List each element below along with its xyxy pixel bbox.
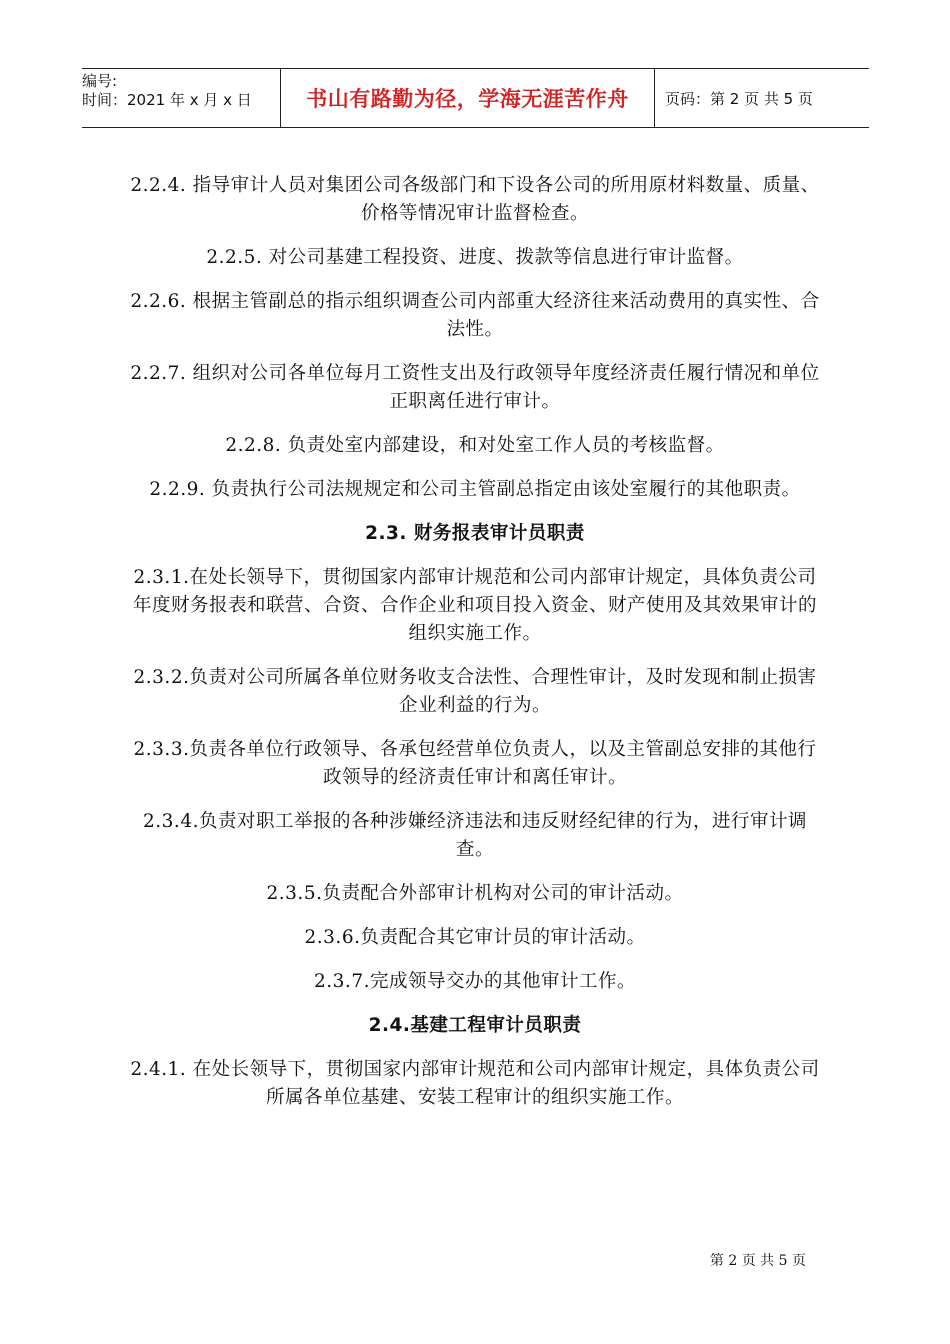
paragraph: 2.3.3.负责各单位行政领导、各承包经营单位负责人，以及主管副总安排的其他行政领导的经济责任审计和离任审计。	[133, 739, 817, 788]
page-header	[82, 68, 869, 128]
footer-page-label: 第 2 页 共 5 页	[709, 1253, 806, 1269]
document-number-label: 编号:	[82, 72, 118, 90]
section-heading: 2.4.基建工程审计员职责	[368, 1015, 582, 1036]
document-body	[130, 172, 820, 1128]
header-motto: 书山有路勤为径，学海无涯苦作舟	[281, 69, 655, 127]
paragraph: 2.2.8. 负责处室内部建设，和对处室工作人员的考核监督。	[225, 435, 725, 456]
paragraph: 2.3.5.负责配合外部审计机构对公司的审计活动。	[266, 883, 684, 904]
section-heading: 2.3. 财务报表审计员职责	[365, 523, 585, 544]
header-meta	[82, 69, 281, 127]
document-date-label: 时间：2021 年 x 月 x 日	[82, 91, 252, 109]
paragraph: 2.2.5. 对公司基建工程投资、进度、拨款等信息进行审计监督。	[206, 247, 744, 268]
header-page-label: 页码：第 2 页 共 5 页	[665, 89, 813, 108]
paragraph: 2.2.4. 指导审计人员对集团公司各级部门和下设各公司的所用原材料数量、质量、价格等情况审计监督检查。	[130, 175, 820, 224]
paragraph: 2.2.9. 负责执行公司法规规定和公司主管副总指定由该处室履行的其他职责。	[149, 479, 801, 500]
paragraph: 2.3.4.负责对职工举报的各种涉嫌经济违法和违反财经纪律的行为，进行审计调查。	[143, 811, 807, 860]
paragraph: 2.3.6.负责配合其它审计员的审计活动。	[304, 927, 646, 948]
paragraph: 2.3.2.负责对公司所属各单位财务收支合法性、合理性审计，及时发现和制止损害企业利益的行为。	[133, 667, 817, 716]
paragraph: 2.2.7. 组织对公司各单位每月工资性支出及行政领导年度经济责任履行情况和单位正职离任进行审计。	[130, 363, 820, 412]
paragraph: 2.4.1. 在处长领导下，贯彻国家内部审计规范和公司内部审计规定，具体负责公司所属各单位基建、安装工程审计的组织实施工作。	[130, 1059, 820, 1108]
paragraph: 2.3.1.在处长领导下，贯彻国家内部审计规范和公司内部审计规定，具体负责公司年度财务报表和联营、合资、合作企业和项目投入资金、财产使用及其效果审计的组织实施工作。	[132, 567, 817, 644]
paragraph: 2.2.6. 根据主管副总的指示组织调查公司内部重大经济往来活动费用的真实性、合法性。	[130, 291, 820, 340]
paragraph: 2.3.7.完成领导交办的其他审计工作。	[314, 971, 636, 992]
